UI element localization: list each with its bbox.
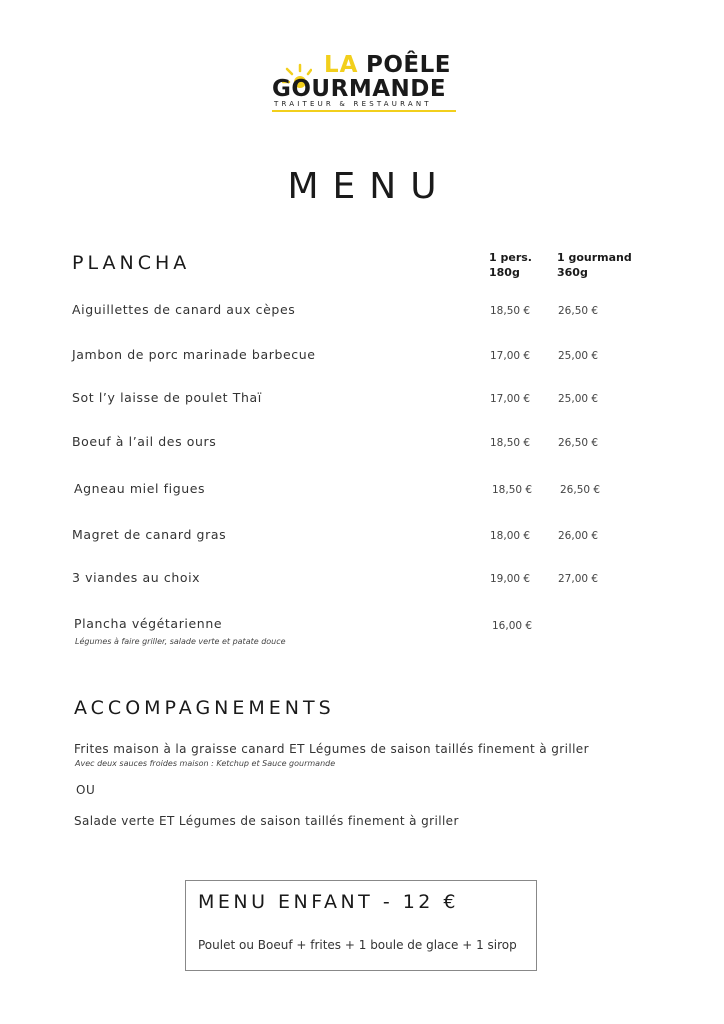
menu-item-price-2: 26,00 € [558, 530, 599, 542]
menu-item-name: Boeuf à l’ail des ours [72, 434, 217, 449]
logo-poele: POÊLE [366, 52, 451, 78]
menu-item-price-2: 26,50 € [560, 484, 601, 496]
logo-la: LA [324, 52, 359, 78]
menu-item-price-2: 26,50 € [558, 437, 599, 449]
kids-menu-title: MENU ENFANT - 12 € [198, 891, 460, 913]
menu-item-name: Plancha végétarienne [74, 616, 223, 631]
menu-item-name: Jambon de porc marinade barbecue [72, 347, 316, 362]
side-or: OU [76, 783, 96, 797]
menu-item-note: Légumes à faire griller, salade verte et patate douce [75, 637, 286, 646]
menu-item-price-1: 17,00 € [490, 393, 531, 405]
menu-item-name: Sot l’y laisse de poulet Thaï [72, 390, 262, 405]
logo-underline [272, 110, 456, 112]
menu-item-name: 3 viandes au choix [72, 570, 201, 585]
menu-item-name: Agneau miel figues [74, 481, 206, 496]
section-accompagnements-heading: ACCOMPAGNEMENTS [74, 697, 335, 719]
logo-subtitle: TRAITEUR & RESTAURANT [274, 100, 432, 108]
logo-gourmande: GOURMANDE [272, 76, 447, 102]
menu-item-price-2: 27,00 € [558, 573, 599, 585]
menu-item-name: Magret de canard gras [72, 527, 227, 542]
logo [272, 52, 458, 116]
side-option-2: Salade verte ET Légumes de saison taillés finement à griller [74, 814, 459, 828]
page-title: MENU [287, 166, 451, 207]
menu-item-price-1: 18,00 € [490, 530, 531, 542]
menu-item-name: Aiguillettes de canard aux cèpes [72, 302, 296, 317]
menu-item-price-1: 18,50 € [490, 437, 531, 449]
kids-menu-box [185, 880, 537, 971]
section-plancha-heading: PLANCHA [72, 252, 191, 274]
kids-menu-description: Poulet ou Boeuf + frites + 1 boule de glace + 1 sirop [198, 938, 517, 952]
side-option-1: Frites maison à la graisse canard ET Légumes de saison taillés finement à griller [74, 742, 589, 756]
menu-item-price-1: 16,00 € [492, 620, 533, 632]
side-option-1-note: Avec deux sauces froides maison : Ketchup et Sauce gourmande [75, 759, 336, 768]
menu-item-price-1: 18,50 € [490, 305, 531, 317]
column-header-1-pers: 1 pers. 180g [489, 251, 532, 279]
menu-item-price-2: 25,00 € [558, 350, 599, 362]
menu-item-price-2: 26,50 € [558, 305, 599, 317]
column-header-1-gourmand: 1 gourmand 360g [557, 251, 632, 279]
menu-item-price-1: 19,00 € [490, 573, 531, 585]
menu-item-price-2: 25,00 € [558, 393, 599, 405]
menu-item-price-1: 17,00 € [490, 350, 531, 362]
menu-item-price-1: 18,50 € [492, 484, 533, 496]
